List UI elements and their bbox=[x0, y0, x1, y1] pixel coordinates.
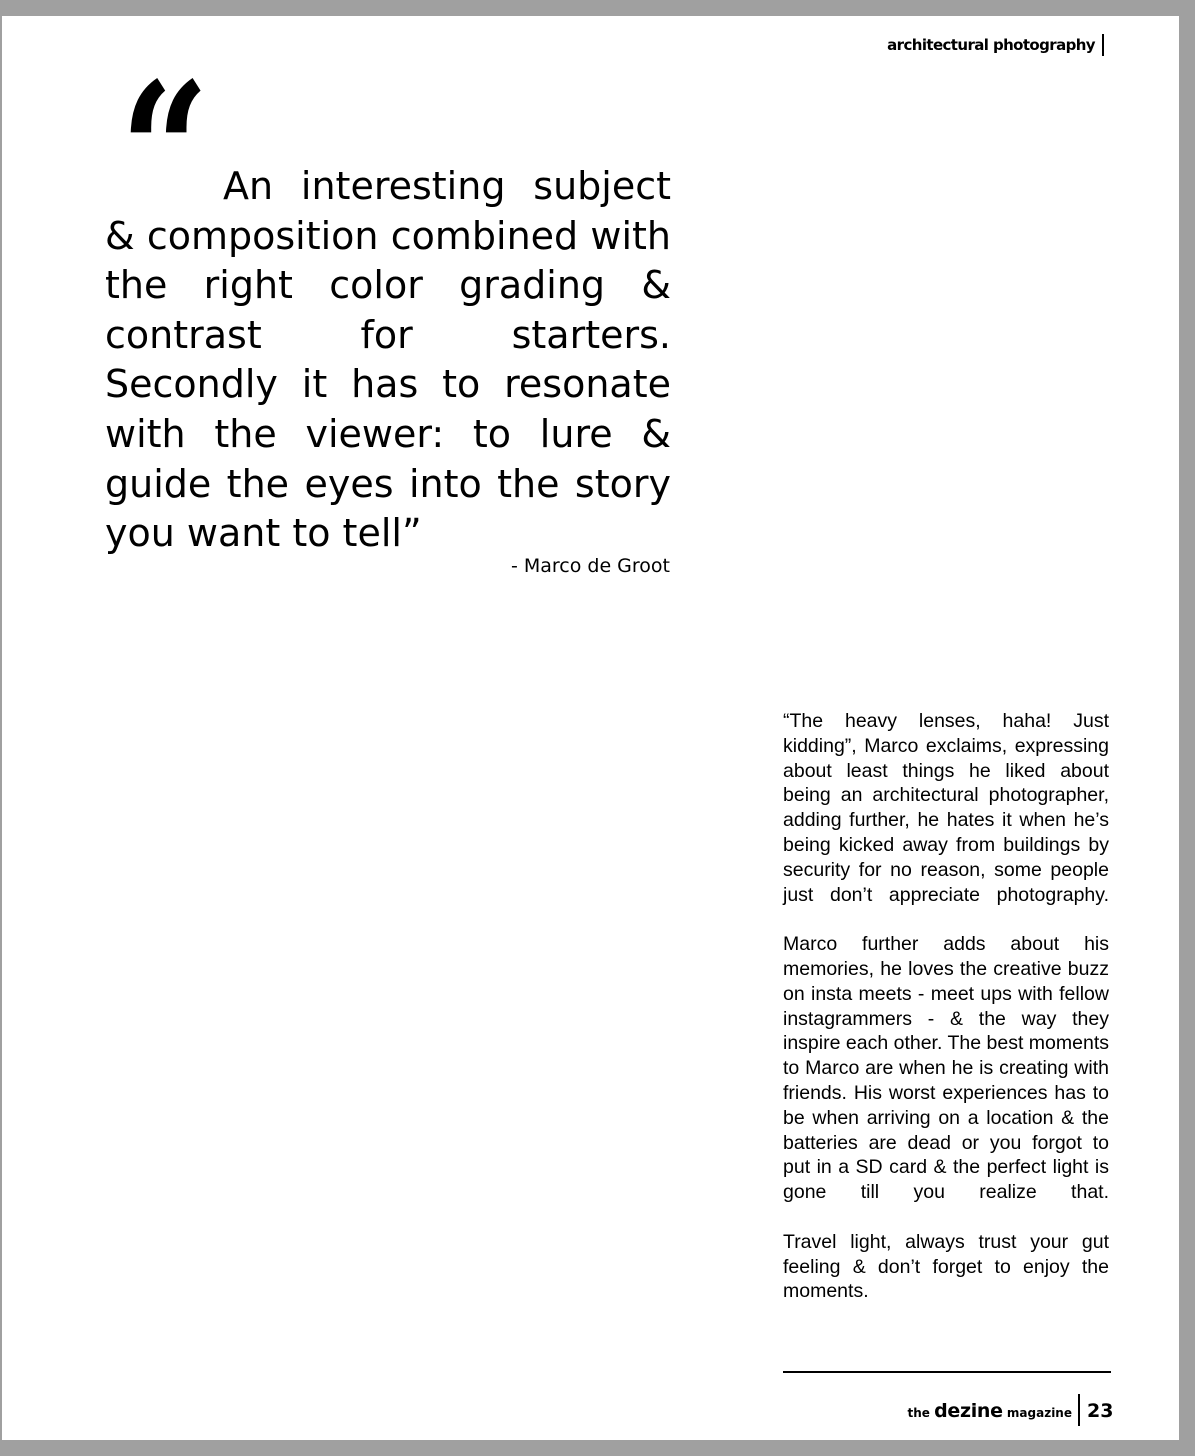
footer-divider bbox=[1078, 1394, 1080, 1426]
article-paragraph-1: “The heavy lenses, haha! Just kidding”, Marco exclaims, expressing about least things he liked about being an architectural photographer, adding further, he hates it when he’s being kicked away from buildings by security for no reason, some people just don’t appreciate photography. bbox=[783, 710, 1109, 906]
magazine-prefix: the bbox=[907, 1406, 930, 1420]
magazine-name: dezine bbox=[934, 1400, 1003, 1422]
magazine-masthead bbox=[907, 1396, 1072, 1426]
footer-rule bbox=[783, 1371, 1111, 1373]
article-paragraph-2: Marco further adds about his memories, he loves the creative buzz on insta meets - meet ups with fellow instagrammers - & the way they inspire each other. The best moments to Marco are when he is creating with friends. His worst experiences has to be when arriving on a location & the batteries are dead or you forgot to put in a SD card & the perfect light is gone till you realize that. bbox=[783, 933, 1109, 1204]
page-number: 23 bbox=[1087, 1400, 1114, 1422]
quote-attribution: - Marco de Groot bbox=[510, 555, 670, 577]
section-header: architectural photography bbox=[887, 34, 1104, 56]
article-paragraph-3: Travel light, always trust your gut feeling & don’t forget to enjoy the moments. bbox=[783, 1230, 1109, 1303]
open-quote-mark: “ bbox=[120, 41, 210, 264]
magazine-suffix: magazine bbox=[1006, 1406, 1072, 1420]
article-body bbox=[783, 709, 1109, 1329]
pull-quote: An interesting subject & composition combined with the right color grading & contrast for starters. Secondly it has to resonate with the viewer: to lure & guide the eyes into the story you want to tell” bbox=[105, 164, 671, 556]
magazine-page bbox=[2, 16, 1179, 1440]
